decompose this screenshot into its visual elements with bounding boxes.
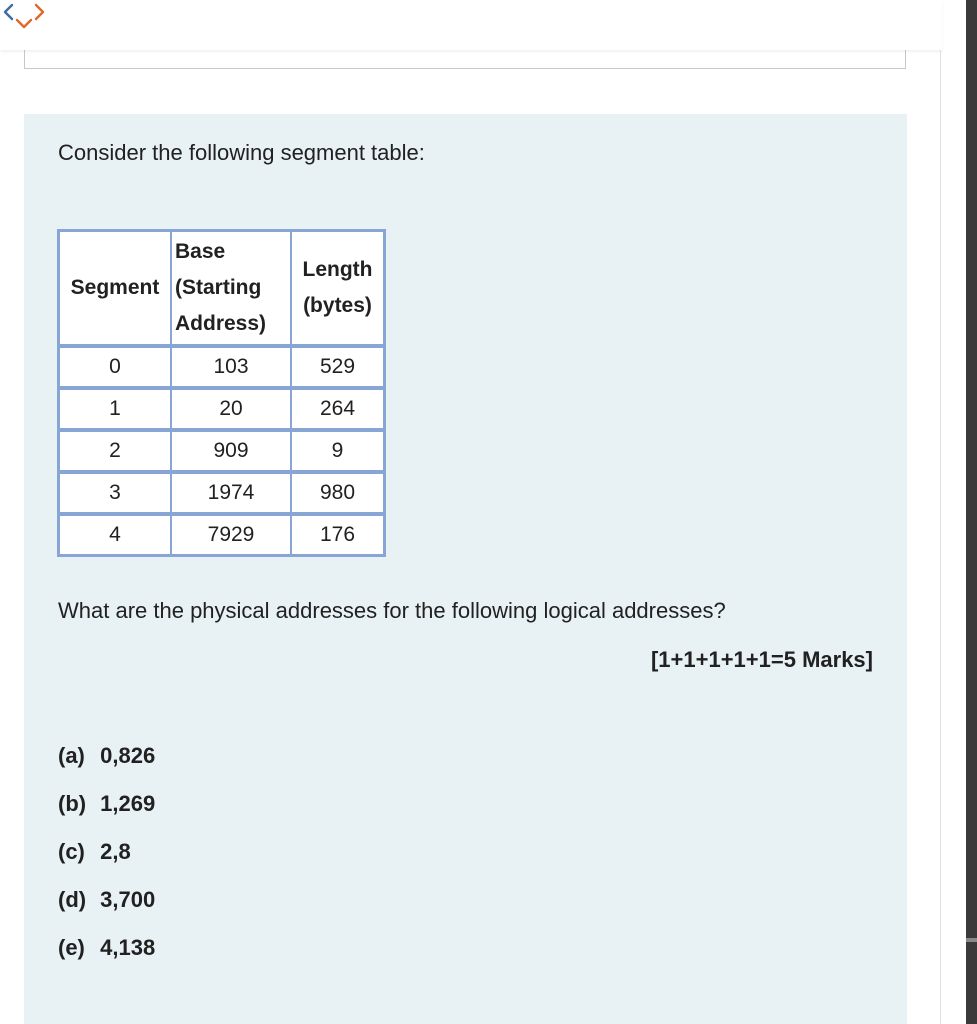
item-value: 1,269 xyxy=(100,791,156,816)
right-margin xyxy=(941,0,966,1024)
item-value: 4,138 xyxy=(100,935,156,960)
item-value: 2,8 xyxy=(100,839,131,864)
item-label: (c) xyxy=(58,839,85,864)
cell-length: 529 xyxy=(291,345,384,387)
cell-segment: 4 xyxy=(59,513,171,555)
cell-base: 1974 xyxy=(171,471,291,513)
list-item xyxy=(58,786,155,834)
header-base-line: Address) xyxy=(175,312,267,335)
header-segment: Segment xyxy=(59,231,171,345)
table-header-row xyxy=(59,231,384,345)
top-bar xyxy=(0,0,942,50)
chevron-left-icon[interactable] xyxy=(5,5,12,19)
header-base-line: (Starting xyxy=(175,276,262,299)
cell-base: 20 xyxy=(171,387,291,429)
table-row xyxy=(59,471,384,513)
list-item xyxy=(58,834,155,882)
item-value: 3,700 xyxy=(100,887,156,912)
navigation-arrows xyxy=(0,0,52,34)
header-base-line: Base xyxy=(175,240,226,263)
table-row xyxy=(59,387,384,429)
cell-length: 264 xyxy=(291,387,384,429)
segment-table xyxy=(57,229,386,557)
item-label: (e) xyxy=(58,935,85,960)
cell-segment: 1 xyxy=(59,387,171,429)
chevron-down-icon[interactable] xyxy=(17,20,31,27)
address-list xyxy=(58,738,155,978)
cell-segment: 2 xyxy=(59,429,171,471)
scroll-indicator[interactable] xyxy=(966,938,977,942)
list-item xyxy=(58,930,155,978)
header-base xyxy=(171,231,291,345)
item-label: (d) xyxy=(58,887,87,912)
item-label: (a) xyxy=(58,743,85,768)
header-length-line: Length xyxy=(302,258,373,281)
table-row xyxy=(59,513,384,555)
cell-base: 7929 xyxy=(171,513,291,555)
cell-base: 103 xyxy=(171,345,291,387)
cell-length: 176 xyxy=(291,513,384,555)
cell-length: 980 xyxy=(291,471,384,513)
question-intro: Consider the following segment table: xyxy=(58,140,425,165)
cell-base: 909 xyxy=(171,429,291,471)
marks-label: [1+1+1+1+1=5 Marks] xyxy=(650,647,873,672)
header-length xyxy=(291,231,384,345)
chevron-right-icon[interactable] xyxy=(36,5,43,19)
item-value: 0,826 xyxy=(100,743,156,768)
previous-question-box xyxy=(24,50,906,69)
table-row xyxy=(59,345,384,387)
list-item xyxy=(58,738,155,786)
item-label: (b) xyxy=(58,791,87,816)
cell-length: 9 xyxy=(291,429,384,471)
header-length-line: (bytes) xyxy=(303,294,372,317)
cell-segment: 3 xyxy=(59,471,171,513)
question-prompt: What are the physical addresses for the following logical addresses? xyxy=(58,598,726,623)
window-edge xyxy=(966,0,977,1024)
question-card xyxy=(24,114,907,1024)
table-row xyxy=(59,429,384,471)
list-item xyxy=(58,882,155,930)
cell-segment: 0 xyxy=(59,345,171,387)
